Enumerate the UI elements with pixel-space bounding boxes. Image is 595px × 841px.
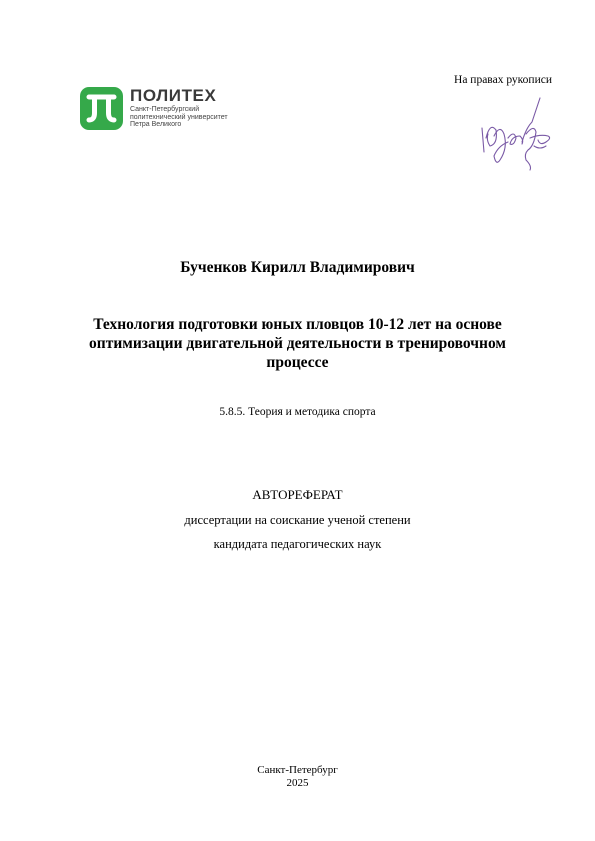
manuscript-note: На правах рукописи bbox=[454, 74, 552, 86]
thesis-title-line: оптимизации двигательной деятельности в тренировочном bbox=[89, 335, 506, 352]
document-type: АВТОРЕФЕРАТ bbox=[252, 487, 343, 502]
thesis-title-line: процессе bbox=[266, 354, 329, 371]
logo-subtitle-line: Санкт-Петербургский bbox=[130, 106, 200, 113]
university-logo bbox=[80, 85, 270, 135]
city: Санкт-Петербург bbox=[257, 764, 338, 776]
logo-subtitle-line: политехнический университет bbox=[130, 113, 228, 121]
author-name: Бученков Кирилл Владимирович bbox=[180, 259, 415, 276]
logo-mark-icon bbox=[80, 87, 123, 130]
logo-name: ПОЛИТЕХ bbox=[130, 86, 217, 105]
logo-subtitle-line: Петра Великого bbox=[130, 121, 182, 128]
signature-image bbox=[474, 94, 554, 174]
degree-line: кандидата педагогических наук bbox=[213, 537, 382, 551]
logo-subtitle bbox=[130, 106, 228, 129]
degree-line: диссертации на соискание ученой степени bbox=[184, 513, 411, 527]
specialty-code: 5.8.5. Теория и методика спорта bbox=[219, 406, 376, 418]
thesis-title-line: Технология подготовки юных пловцов 10-12 лет на основе bbox=[93, 316, 502, 333]
year: 2025 bbox=[286, 777, 309, 789]
thesis-title bbox=[0, 315, 595, 372]
